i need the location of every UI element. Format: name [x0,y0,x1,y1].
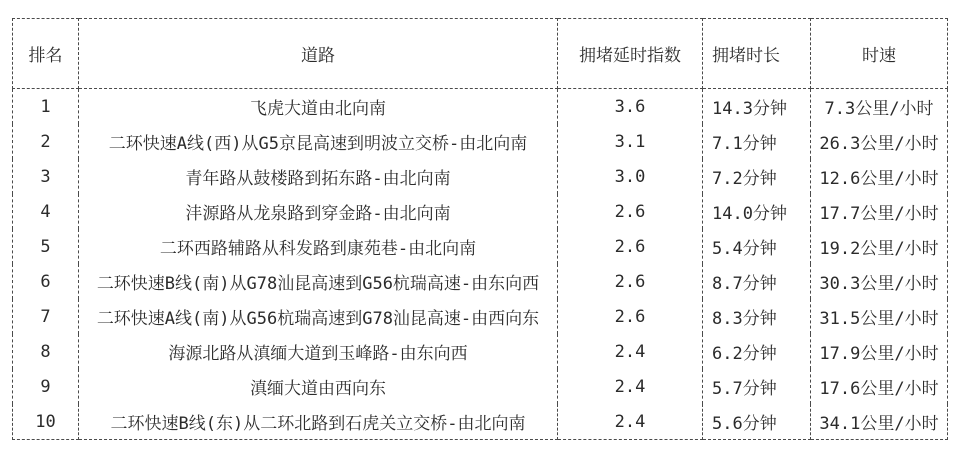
cell-road: 二环快速A线(西)从G5京昆高速到明波立交桥-由北向南 [79,124,558,159]
cell-road: 二环快速B线(东)从二环北路到石虎关立交桥-由北向南 [79,404,558,440]
traffic-congestion-table [12,18,948,440]
table-header [13,19,948,89]
cell-delay-index: 2.6 [558,299,703,334]
cell-duration: 7.2分钟 [703,159,811,194]
cell-rank: 9 [13,369,79,404]
column-header-delay-index: 拥堵延时指数 [558,19,703,89]
table-row [13,404,948,440]
console-output [12,18,948,440]
cell-duration: 5.6分钟 [703,404,811,440]
cell-duration: 5.7分钟 [703,369,811,404]
cell-delay-index: 3.6 [558,89,703,125]
cell-speed: 12.6公里/小时 [811,159,948,194]
cell-speed: 19.2公里/小时 [811,229,948,264]
table-row [13,89,948,125]
cell-delay-index: 3.1 [558,124,703,159]
cell-duration: 14.0分钟 [703,194,811,229]
cell-duration: 7.1分钟 [703,124,811,159]
cell-duration: 8.3分钟 [703,299,811,334]
table-row [13,264,948,299]
cell-duration: 6.2分钟 [703,334,811,369]
table-row [13,369,948,404]
cell-rank: 6 [13,264,79,299]
cell-delay-index: 2.6 [558,264,703,299]
cell-speed: 17.9公里/小时 [811,334,948,369]
cell-rank: 5 [13,229,79,264]
cell-rank: 2 [13,124,79,159]
cell-speed: 30.3公里/小时 [811,264,948,299]
cell-duration: 8.7分钟 [703,264,811,299]
cell-speed: 34.1公里/小时 [811,404,948,440]
cell-road: 青年路从鼓楼路到拓东路-由北向南 [79,159,558,194]
table-row [13,124,948,159]
cell-delay-index: 2.6 [558,229,703,264]
cell-road: 二环西路辅路从科发路到康苑巷-由北向南 [79,229,558,264]
cell-speed: 17.6公里/小时 [811,369,948,404]
column-header-speed: 时速 [811,19,948,89]
cell-speed: 26.3公里/小时 [811,124,948,159]
cell-road: 滇缅大道由西向东 [79,369,558,404]
cell-duration: 5.4分钟 [703,229,811,264]
cell-delay-index: 3.0 [558,159,703,194]
table-row [13,229,948,264]
cell-road: 沣源路从龙泉路到穿金路-由北向南 [79,194,558,229]
cell-rank: 1 [13,89,79,125]
header-row [13,19,948,89]
cell-speed: 31.5公里/小时 [811,299,948,334]
cell-rank: 8 [13,334,79,369]
cell-road: 二环快速B线(南)从G78汕昆高速到G56杭瑞高速-由东向西 [79,264,558,299]
cell-duration: 14.3分钟 [703,89,811,125]
cell-road: 飞虎大道由北向南 [79,89,558,125]
column-header-duration: 拥堵时长 [703,19,811,89]
table-row [13,194,948,229]
cell-delay-index: 2.6 [558,194,703,229]
cell-road: 二环快速A线(南)从G56杭瑞高速到G78汕昆高速-由西向东 [79,299,558,334]
table-row [13,159,948,194]
cell-road: 海源北路从滇缅大道到玉峰路-由东向西 [79,334,558,369]
cell-speed: 7.3公里/小时 [811,89,948,125]
column-header-rank: 排名 [13,19,79,89]
cell-delay-index: 2.4 [558,334,703,369]
table-row [13,299,948,334]
cell-delay-index: 2.4 [558,369,703,404]
cell-rank: 7 [13,299,79,334]
cell-rank: 3 [13,159,79,194]
cell-speed: 17.7公里/小时 [811,194,948,229]
table-body [13,89,948,440]
cell-rank: 10 [13,404,79,440]
column-header-road: 道路 [79,19,558,89]
table-row [13,334,948,369]
cell-delay-index: 2.4 [558,404,703,440]
cell-rank: 4 [13,194,79,229]
